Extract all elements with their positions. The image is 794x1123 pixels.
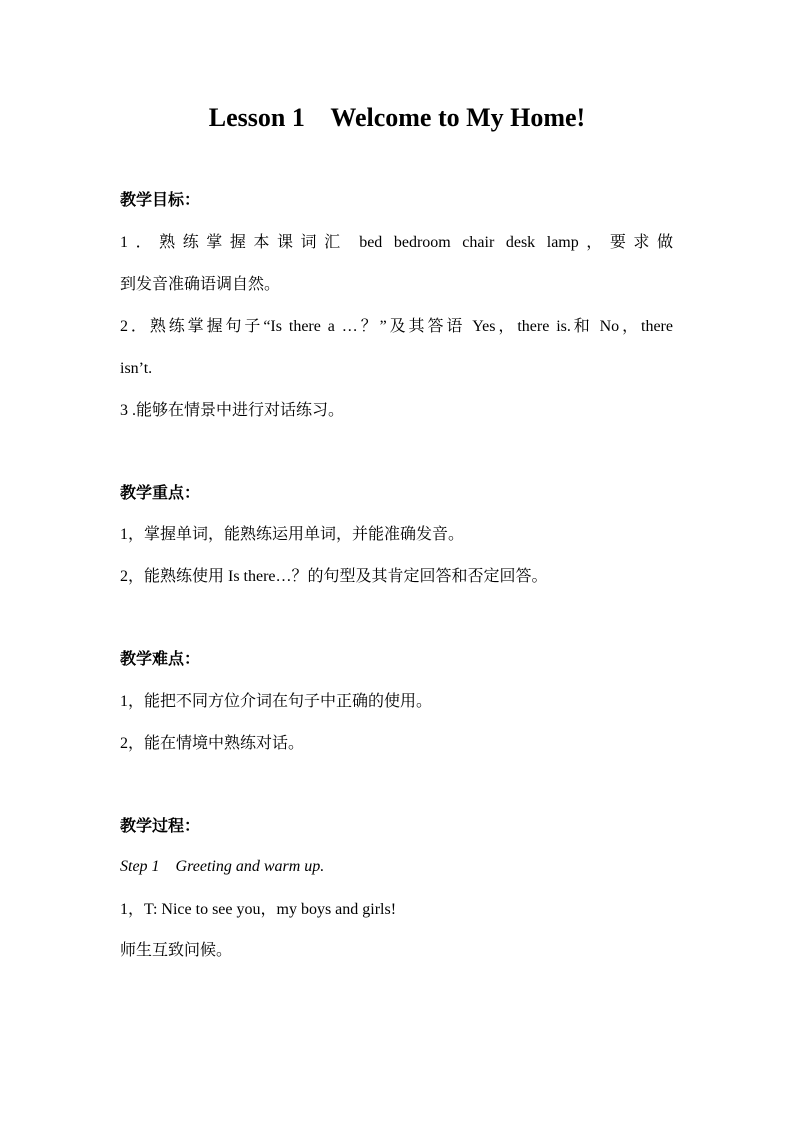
objective-2-line-2: isn’t. <box>120 360 153 377</box>
objective-1-line-2: 到发音准确语调自然。 <box>120 276 281 293</box>
difficulty-1: 1，能把不同方位介词在句子中正确的使用。 <box>120 693 433 710</box>
key-point-2: 2，能熟练使用 Is there…？的句型及其肯定回答和否定回答。 <box>120 568 548 585</box>
step-1-label: Step 1 Greeting and warm up. <box>120 858 325 875</box>
difficulties-heading: 教学难点： <box>120 651 201 668</box>
process-item-1: 1，T: Nice to see you，my boys and girls! <box>120 901 397 918</box>
key-points-heading: 教学重点： <box>120 485 201 502</box>
objectives-heading: 教学目标： <box>120 192 201 209</box>
process-item-2: 师生互致问候。 <box>120 942 233 959</box>
objective-1-line-1: 1．熟练掌握本课词汇 bed bedroom chair desk lamp，要求做 <box>120 234 673 251</box>
process-heading: 教学过程： <box>120 818 201 835</box>
objective-3: 3 .能够在情景中进行对话练习。 <box>120 402 345 419</box>
key-point-1: 1，掌握单词，能熟练运用单词，并能准确发音。 <box>120 526 465 543</box>
difficulty-2: 2，能在情境中熟练对话。 <box>120 735 305 752</box>
lesson-title: Lesson 1 Welcome to My Home! <box>208 103 586 132</box>
objective-2-line-1: 2．熟练掌握句子“Is there a …？”及其答语 Yes，there is.和 No，there <box>120 318 673 335</box>
